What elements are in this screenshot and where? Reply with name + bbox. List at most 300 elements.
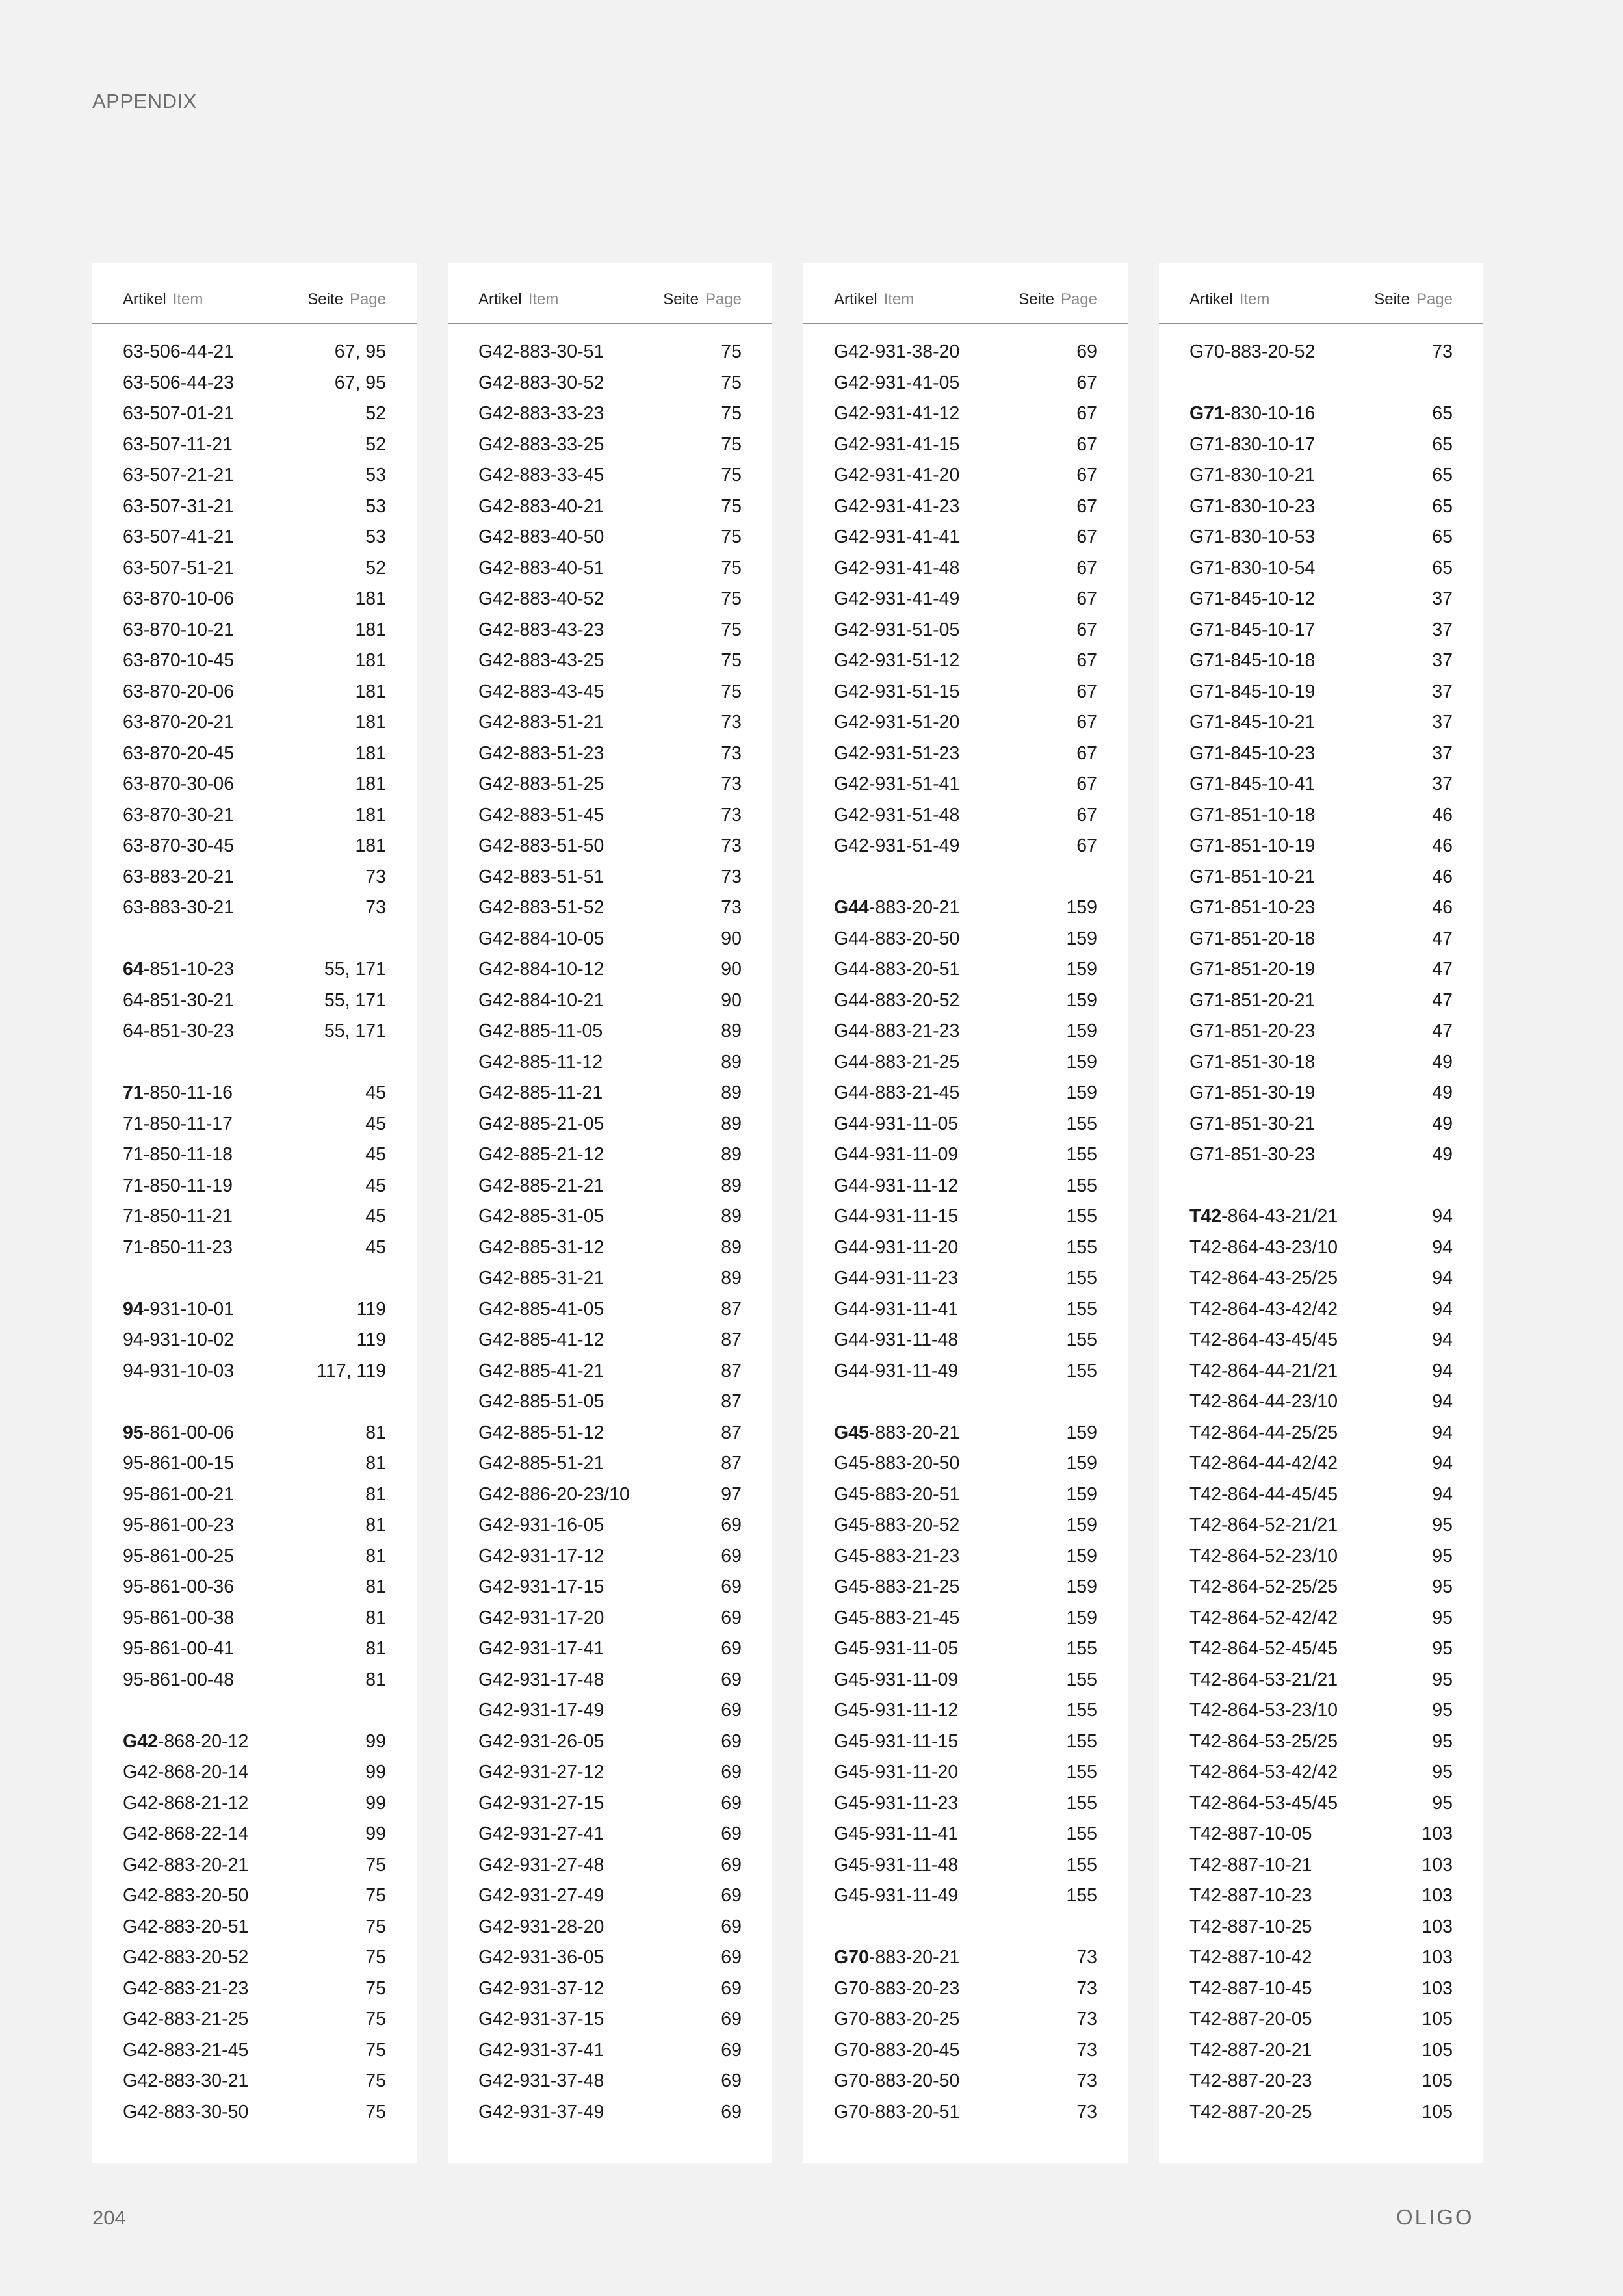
page-reference: 99 xyxy=(365,1730,386,1752)
article-code: G71-851-10-18 xyxy=(1189,804,1316,826)
table-row xyxy=(834,738,1097,770)
article-number xyxy=(1189,1082,1315,1104)
article-number xyxy=(834,1206,958,1227)
page-reference: 75 xyxy=(721,341,742,363)
article-number xyxy=(478,527,604,548)
article-code: G42-883-43-23 xyxy=(478,619,604,640)
article-number xyxy=(834,434,959,456)
page-reference: 53 xyxy=(365,495,386,517)
page-reference: 69 xyxy=(721,1545,742,1567)
page-reference: 67 xyxy=(1076,372,1097,393)
article-code: -868-20-12 xyxy=(157,1730,249,1752)
article-code: G42-868-20-14 xyxy=(123,1762,249,1783)
article-code: G71-851-20-18 xyxy=(1189,928,1316,949)
page-reference: 75 xyxy=(365,1854,386,1875)
article-number xyxy=(123,341,234,363)
table-row xyxy=(478,769,742,800)
table-row xyxy=(123,1418,386,1449)
article-number xyxy=(123,1361,234,1382)
table-row xyxy=(478,615,742,646)
article-number xyxy=(1189,465,1315,486)
page-reference: 73 xyxy=(1076,2009,1097,2030)
article-number xyxy=(123,1855,248,1876)
page-reference: 81 xyxy=(365,1453,386,1474)
table-row xyxy=(478,2066,742,2097)
row-spacer xyxy=(1189,1171,1453,1202)
article-code: 94-931-10-03 xyxy=(123,1360,235,1381)
table-row xyxy=(834,646,1097,677)
table-row xyxy=(1189,800,1453,831)
page-reference: 99 xyxy=(365,1823,386,1845)
page-reference: 75 xyxy=(721,650,742,672)
article-number xyxy=(123,835,234,857)
article-code: 63-870-10-21 xyxy=(123,619,235,640)
column-header xyxy=(1189,288,1453,311)
page-reference: 159 xyxy=(1066,1453,1097,1474)
article-number xyxy=(834,928,959,950)
page-reference: 155 xyxy=(1066,1700,1097,1721)
table-row xyxy=(123,707,386,738)
table-row xyxy=(478,1942,742,1974)
table-row xyxy=(1189,1078,1453,1109)
table-row xyxy=(834,954,1097,985)
table-row xyxy=(123,584,386,615)
table-row xyxy=(1189,738,1453,770)
article-code: T42-864-52-25/25 xyxy=(1189,1576,1338,1598)
page-reference: 69 xyxy=(721,1823,742,1845)
article-number xyxy=(123,1082,233,1104)
table-row xyxy=(123,368,386,399)
article-code: G42-883-30-52 xyxy=(478,372,604,393)
article-number xyxy=(834,712,959,733)
article-number xyxy=(1189,774,1315,795)
page-reference: 155 xyxy=(1066,1236,1097,1258)
page-reference: 47 xyxy=(1432,959,1453,980)
article-code: T42-864-53-23/10 xyxy=(1189,1700,1338,1721)
article-number xyxy=(834,1546,959,1567)
article-code: G42-931-37-49 xyxy=(478,2101,604,2122)
table-row xyxy=(478,1233,742,1264)
page-reference: 65 xyxy=(1432,495,1453,517)
article-code: T42-887-10-45 xyxy=(1189,1977,1312,1999)
table-row xyxy=(834,1325,1097,1356)
table-row xyxy=(123,1140,386,1171)
article-number xyxy=(478,743,604,764)
article-number xyxy=(478,1885,604,1907)
page-reference: 155 xyxy=(1066,1329,1097,1351)
article-code: 63-506-44-21 xyxy=(123,341,235,363)
article-number xyxy=(834,465,959,486)
page-reference: 67 xyxy=(1076,434,1097,455)
article-code: G42-885-21-12 xyxy=(478,1144,604,1166)
article-number xyxy=(123,372,234,394)
article-code: G42-931-51-48 xyxy=(834,804,960,826)
page-reference: 87 xyxy=(721,1360,742,1381)
article-number xyxy=(478,1700,604,1721)
article-number xyxy=(478,1731,604,1753)
article-number xyxy=(1189,1885,1312,1907)
article-number xyxy=(123,527,234,548)
article-number xyxy=(478,1391,604,1413)
page-reference: 87 xyxy=(721,1329,742,1351)
table-row xyxy=(123,1171,386,1202)
article-code: G44-883-21-45 xyxy=(834,1082,960,1104)
article-number xyxy=(123,434,233,456)
article-code: G44-931-11-20 xyxy=(834,1236,959,1258)
article-code: G44-883-20-51 xyxy=(834,959,960,980)
table-row xyxy=(1189,1387,1453,1418)
article-code: G42-885-21-21 xyxy=(478,1175,604,1196)
article-code: T42-887-10-05 xyxy=(1189,1823,1312,1845)
page-reference: 155 xyxy=(1066,1206,1097,1227)
table-row xyxy=(478,1850,742,1881)
article-number xyxy=(1189,1206,1338,1227)
article-number xyxy=(478,1299,604,1320)
article-code: G42-883-21-23 xyxy=(123,1977,249,1999)
page-reference: 73 xyxy=(365,897,386,919)
article-number xyxy=(123,1638,234,1660)
article-number xyxy=(123,1144,233,1166)
page-reference: 73 xyxy=(721,712,742,733)
page-reference: 155 xyxy=(1066,1854,1097,1875)
article-number xyxy=(478,588,604,610)
index-rows xyxy=(1189,337,1453,2128)
article-number xyxy=(123,1422,234,1444)
header-divider xyxy=(92,323,417,324)
page-reference: 89 xyxy=(721,1206,742,1227)
table-row xyxy=(123,1201,386,1233)
article-code: T42-864-44-42/42 xyxy=(1189,1453,1338,1474)
page-reference: 105 xyxy=(1422,2070,1453,2092)
article-number xyxy=(1189,496,1315,517)
page-reference: 37 xyxy=(1432,619,1453,640)
article-code: T42-887-10-42 xyxy=(1189,1947,1312,1968)
table-row xyxy=(123,1541,386,1572)
article-number xyxy=(478,1793,604,1814)
article-number xyxy=(1189,2040,1312,2061)
table-row xyxy=(834,1541,1097,1572)
table-row xyxy=(123,398,386,430)
page-reference: 52 xyxy=(365,403,386,424)
article-code: G45-883-20-51 xyxy=(834,1483,960,1505)
table-row xyxy=(123,1819,386,1850)
article-code: G71-830-10-23 xyxy=(1189,495,1316,517)
article-code: G70-883-20-45 xyxy=(834,2039,960,2061)
page-reference: 181 xyxy=(355,774,386,795)
page-reference: 73 xyxy=(721,742,742,764)
page-reference: 155 xyxy=(1066,1823,1097,1845)
article-number xyxy=(1189,650,1315,672)
table-row xyxy=(478,985,742,1017)
table-row xyxy=(834,1263,1097,1294)
article-number xyxy=(834,1268,958,1289)
table-row xyxy=(123,1448,386,1480)
table-row xyxy=(834,1974,1097,2005)
article-number xyxy=(478,496,604,517)
page-reference: 89 xyxy=(721,1051,742,1073)
table-row xyxy=(478,831,742,862)
article-number xyxy=(478,774,604,795)
article-code: G42-931-17-41 xyxy=(478,1638,604,1660)
article-number xyxy=(834,743,959,764)
article-number xyxy=(1189,1268,1338,1289)
table-row xyxy=(1189,430,1453,461)
page-reference: 67 xyxy=(1076,835,1097,857)
page-reference: 75 xyxy=(365,1947,386,1968)
table-row xyxy=(123,1109,386,1140)
article-group-prefix: G44 xyxy=(834,897,869,919)
table-row xyxy=(1189,522,1453,553)
article-number xyxy=(123,1515,234,1536)
table-row xyxy=(1189,1233,1453,1264)
article-number xyxy=(1189,835,1315,857)
page-reference: 159 xyxy=(1066,1515,1097,1536)
article-number xyxy=(478,1515,604,1536)
index-column-2 xyxy=(448,263,772,2163)
page-reference: 69 xyxy=(721,1515,742,1536)
table-row xyxy=(478,924,742,955)
article-number xyxy=(123,588,234,610)
page-reference: 69 xyxy=(721,1977,742,1999)
table-row xyxy=(123,553,386,584)
article-code: G42-883-30-21 xyxy=(123,2070,249,2092)
article-code: G42-884-10-05 xyxy=(478,928,604,949)
article-number xyxy=(123,1669,234,1691)
article-number xyxy=(1189,1484,1338,1506)
article-number xyxy=(834,1885,958,1907)
page-reference: 67 xyxy=(1076,619,1097,640)
article-code: G42-883-30-51 xyxy=(478,341,604,363)
table-row xyxy=(123,1665,386,1696)
article-number xyxy=(1189,1021,1315,1042)
article-code: G71-845-10-23 xyxy=(1189,742,1316,764)
table-row xyxy=(1189,398,1453,430)
article-code: G42-931-41-23 xyxy=(834,495,960,517)
page-reference: 69 xyxy=(721,1669,742,1690)
page-reference: 89 xyxy=(721,1082,742,1104)
page-reference: 105 xyxy=(1422,2039,1453,2061)
article-number xyxy=(478,1206,604,1227)
article-number xyxy=(478,1329,604,1351)
article-code: 63-883-30-21 xyxy=(123,897,235,919)
page-reference: 49 xyxy=(1432,1082,1453,1104)
article-number xyxy=(1189,1329,1338,1351)
page-reference: 95 xyxy=(1432,1792,1453,1814)
page-reference: 37 xyxy=(1432,681,1453,702)
article-code: G42-931-41-12 xyxy=(834,403,960,424)
table-row xyxy=(834,1850,1097,1881)
page-reference: 159 xyxy=(1066,928,1097,949)
article-number xyxy=(834,1453,959,1474)
table-row xyxy=(478,1356,742,1387)
page-reference: 69 xyxy=(721,2009,742,2030)
page-reference: 69 xyxy=(1076,341,1097,363)
article-number xyxy=(834,1329,958,1351)
article-number xyxy=(123,1453,234,1474)
table-row xyxy=(834,615,1097,646)
article-code: G71-851-20-23 xyxy=(1189,1021,1316,1042)
table-row xyxy=(478,1387,742,1418)
article-number xyxy=(834,959,959,980)
page-reference: 95 xyxy=(1432,1545,1453,1567)
table-row xyxy=(1189,1201,1453,1233)
article-group-prefix: 95 xyxy=(123,1422,144,1443)
article-code: G71-845-10-21 xyxy=(1189,712,1316,733)
article-code: G42-885-11-12 xyxy=(478,1051,603,1073)
header-page: Page xyxy=(349,291,386,308)
article-code: T42-887-10-23 xyxy=(1189,1885,1312,1907)
article-code: G42-883-20-50 xyxy=(123,1885,249,1907)
article-number xyxy=(123,1823,248,1845)
article-number xyxy=(834,897,959,919)
table-row xyxy=(834,2035,1097,2067)
article-code: G42-885-21-05 xyxy=(478,1113,604,1134)
table-row xyxy=(123,954,386,985)
header-item: Item xyxy=(172,291,203,308)
article-number xyxy=(834,372,959,394)
article-number xyxy=(834,1793,958,1814)
article-number xyxy=(1189,1731,1338,1753)
page-reference: 181 xyxy=(355,650,386,672)
article-number xyxy=(123,1175,233,1197)
table-row xyxy=(478,337,742,368)
table-row xyxy=(834,677,1097,708)
table-row xyxy=(478,1109,742,1140)
article-code: 63-870-20-06 xyxy=(123,681,235,702)
article-number xyxy=(478,2009,604,2030)
table-row xyxy=(1189,954,1453,985)
article-number xyxy=(1189,1608,1338,1629)
article-code: G71-851-10-23 xyxy=(1189,897,1316,919)
article-group-prefix: G71 xyxy=(1189,403,1225,424)
row-spacer xyxy=(123,1695,386,1727)
article-number xyxy=(834,558,959,579)
article-code: G71-851-30-19 xyxy=(1189,1082,1316,1104)
article-code: G44-931-11-41 xyxy=(834,1298,959,1320)
article-code: 71-850-11-23 xyxy=(123,1236,233,1258)
article-code: G71-845-10-19 xyxy=(1189,681,1316,702)
article-code: G71-830-10-53 xyxy=(1189,527,1316,548)
page-reference: 65 xyxy=(1432,527,1453,548)
article-number xyxy=(834,1947,959,1968)
table-row xyxy=(478,491,742,523)
page-reference: 81 xyxy=(365,1669,386,1690)
table-row xyxy=(478,430,742,461)
header-divider xyxy=(1159,323,1483,324)
page-reference: 75 xyxy=(721,465,742,486)
page-reference: 117, 119 xyxy=(317,1360,386,1381)
header-artikel: Artikel xyxy=(123,291,166,308)
article-number xyxy=(478,558,604,579)
page-reference: 65 xyxy=(1432,403,1453,424)
page-reference: 159 xyxy=(1066,1607,1097,1628)
page-reference: 69 xyxy=(721,1607,742,1628)
article-number xyxy=(123,1114,233,1135)
row-spacer xyxy=(1189,368,1453,399)
article-code: T42-887-10-25 xyxy=(1189,1916,1312,1937)
article-number xyxy=(1189,681,1315,703)
article-number xyxy=(123,1206,233,1227)
article-number xyxy=(834,1978,959,2000)
article-code: 95-861-00-48 xyxy=(123,1669,235,1690)
page-number: 204 xyxy=(92,2206,126,2229)
article-code: G45-931-11-15 xyxy=(834,1730,959,1752)
page-reference: 45 xyxy=(365,1113,386,1134)
page-reference: 155 xyxy=(1066,1792,1097,1814)
article-code: G42-885-11-21 xyxy=(478,1082,603,1104)
table-row xyxy=(1189,831,1453,862)
page-reference: 75 xyxy=(721,434,742,455)
index-rows xyxy=(834,337,1097,2128)
page-reference: 69 xyxy=(721,1885,742,1907)
article-code: G42-883-51-25 xyxy=(478,774,604,795)
table-row xyxy=(478,1140,742,1171)
article-number xyxy=(123,650,234,672)
page-reference: 73 xyxy=(721,897,742,919)
page-reference: 81 xyxy=(365,1422,386,1443)
article-code: G42-883-33-25 xyxy=(478,434,604,455)
article-number xyxy=(834,2070,959,2092)
article-code: G42-931-51-49 xyxy=(834,835,960,857)
article-number xyxy=(1189,1823,1312,1845)
article-code: G42-931-26-05 xyxy=(478,1730,604,1752)
article-code: 71-850-11-18 xyxy=(123,1144,233,1166)
article-code: 63-507-41-21 xyxy=(123,527,235,548)
row-spacer xyxy=(123,1263,386,1294)
page-reference: 103 xyxy=(1422,1823,1453,1845)
article-number xyxy=(478,1052,603,1073)
article-code: T42-864-52-21/21 xyxy=(1189,1515,1338,1536)
article-number xyxy=(478,1144,604,1166)
article-number xyxy=(123,1885,248,1907)
page-reference: 55, 171 xyxy=(324,989,386,1011)
article-number xyxy=(478,1608,604,1629)
page-reference: 69 xyxy=(721,1947,742,1968)
article-code: G44-931-11-15 xyxy=(834,1206,959,1227)
page-reference: 69 xyxy=(721,1916,742,1937)
table-row xyxy=(123,337,386,368)
article-code: G42-885-11-05 xyxy=(478,1021,603,1042)
article-code: G42-931-51-05 xyxy=(834,619,960,640)
table-row xyxy=(478,1665,742,1696)
page-reference: 159 xyxy=(1066,1082,1097,1104)
index-rows xyxy=(123,337,386,2128)
page-reference: 89 xyxy=(721,1236,742,1258)
article-number xyxy=(478,620,604,641)
table-row xyxy=(1189,2004,1453,2035)
page-reference: 155 xyxy=(1066,1298,1097,1320)
page-reference: 73 xyxy=(1076,2070,1097,2092)
page-reference: 75 xyxy=(721,495,742,517)
table-row xyxy=(1189,1942,1453,1974)
page-reference: 67 xyxy=(1076,681,1097,702)
page-reference: 95 xyxy=(1432,1730,1453,1752)
table-row xyxy=(1189,553,1453,584)
article-code: -861-00-06 xyxy=(143,1422,235,1443)
article-code: G42-931-27-15 xyxy=(478,1792,604,1814)
page-reference: 67 xyxy=(1076,495,1097,517)
page-reference: 73 xyxy=(365,866,386,887)
table-row xyxy=(834,398,1097,430)
table-row xyxy=(1189,1634,1453,1665)
page-reference: 99 xyxy=(365,1762,386,1783)
article-number xyxy=(834,620,959,641)
page-reference: 103 xyxy=(1422,1947,1453,1968)
article-code: 64-851-30-23 xyxy=(123,1021,235,1042)
table-row xyxy=(834,491,1097,523)
article-code: -850-11-16 xyxy=(143,1082,233,1104)
article-number xyxy=(1189,1916,1312,1938)
